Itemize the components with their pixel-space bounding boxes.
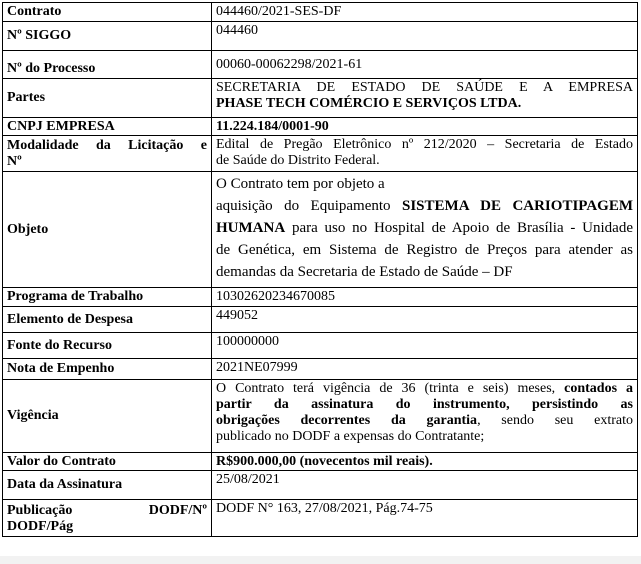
label-valor: Valor do Contrato (3, 453, 212, 471)
row-elemento (3, 307, 638, 333)
row-objeto (3, 172, 638, 288)
modalidade-label-line2: Nº (7, 153, 22, 169)
objeto-line2 (216, 195, 633, 217)
vigencia-line3 (216, 413, 633, 429)
label-elemento: Elemento de Despesa (3, 307, 212, 333)
modalidade-line1: Edital de Pregão Eletrônico nº 212/2020 – Secretaria de Estado (216, 137, 633, 152)
value-vigencia (212, 380, 638, 453)
vigencia-line2-bold: partir da assinatura do instrumento, persistindo as (216, 397, 633, 412)
objeto-equipment-cont: HUMANA (216, 220, 286, 236)
value-empenho: 2021NE07999 (212, 359, 638, 380)
value-assinatura: 25/08/2021 (212, 471, 638, 500)
publicacao-label-line1 (7, 503, 207, 519)
objeto-line3-text: para uso no Hospital de Apoio de Brasília - Unidade (285, 220, 633, 236)
vigencia-line1-text: O Contrato terá vigência de 36 (trinta e seis) meses, (216, 381, 565, 396)
vigencia-line3-text: , sendo seu extrato (477, 413, 633, 428)
value-publicacao: DODF N° 163, 27/08/2021, Pág.74-75 (212, 500, 638, 537)
value-fonte: 100000000 (212, 333, 638, 359)
label-siggo: Nº SIGGO (3, 22, 212, 51)
vigencia-line1-bold: contados a (564, 381, 633, 396)
value-objeto (212, 172, 638, 288)
label-empenho: Nota de Empenho (3, 359, 212, 380)
row-vigencia (3, 380, 638, 453)
row-programa (3, 288, 638, 307)
page-bottom-strip (0, 556, 641, 564)
objeto-line3 (216, 217, 633, 239)
label-partes: Partes (3, 79, 212, 118)
publicacao-label-line2: DODF/Pág (7, 519, 74, 534)
contract-summary-table (2, 2, 638, 537)
publicacao-label-word1: Publicação (7, 503, 73, 518)
row-empenho (3, 359, 638, 380)
value-siggo: 044460 (212, 22, 638, 51)
label-cnpj: CNPJ EMPRESA (3, 118, 212, 136)
label-fonte: Fonte do Recurso (3, 333, 212, 359)
partes-company: PHASE TECH COMÉRCIO E SERVIÇOS LTDA. (216, 96, 522, 111)
label-objeto: Objeto (3, 172, 212, 288)
vigencia-line2 (216, 397, 633, 413)
vigencia-line1 (216, 381, 633, 397)
value-modalidade (212, 136, 638, 172)
valor-amount: R$900.000,00 (novecentos mil reais). (216, 454, 433, 469)
value-partes (212, 79, 638, 118)
value-programa: 10302620234670085 (212, 288, 638, 307)
partes-line2 (216, 96, 633, 112)
label-programa: Programa de Trabalho (3, 288, 212, 307)
row-valor (3, 453, 638, 471)
row-publicacao (3, 500, 638, 537)
vigencia-line4: publicado no DODF a expensas do Contratante; (216, 429, 485, 444)
value-processo: 00060-00062298/2021-61 (212, 51, 638, 79)
modalidade-label-line1: Modalidade da Licitação e (7, 137, 207, 153)
label-assinatura: Data da Assinatura (3, 471, 212, 500)
label-vigencia: Vigência (3, 380, 212, 453)
row-siggo (3, 22, 638, 51)
row-contrato (3, 3, 638, 22)
label-processo: Nº do Processo (3, 51, 212, 79)
objeto-line2-text: aquisição do Equipamento (216, 198, 402, 214)
row-processo (3, 51, 638, 79)
partes-line1: SECRETARIA DE ESTADO DE SAÚDE E A EMPRESA (216, 80, 633, 95)
row-modalidade (3, 136, 638, 172)
value-cnpj (212, 118, 638, 136)
label-modalidade (3, 136, 212, 172)
objeto-line1: O Contrato tem por objeto a (216, 176, 385, 192)
modalidade-line2: de Saúde do Distrito Federal. (216, 153, 380, 168)
value-contrato: 044460/2021-SES-DF (212, 3, 638, 22)
value-valor (212, 453, 638, 471)
objeto-line4: de Genética, em Sistema de Registro de Preços para atender as (216, 242, 633, 258)
objeto-equipment: SISTEMA DE CARIOTIPAGEM (402, 198, 633, 214)
label-publicacao (3, 500, 212, 537)
objeto-line5: demandas da Secretaria de Estado de Saúde – DF (216, 264, 513, 280)
row-cnpj (3, 118, 638, 136)
row-partes (3, 79, 638, 118)
value-elemento: 449052 (212, 307, 638, 333)
vigencia-line3-bold: obrigações decorrentes da garantia (216, 413, 478, 428)
label-contrato: Contrato (3, 3, 212, 22)
publicacao-label-word2: DODF/Nº (148, 503, 207, 518)
row-assinatura (3, 471, 638, 500)
row-fonte (3, 333, 638, 359)
cnpj-number: 11.224.184/0001-90 (216, 119, 329, 134)
